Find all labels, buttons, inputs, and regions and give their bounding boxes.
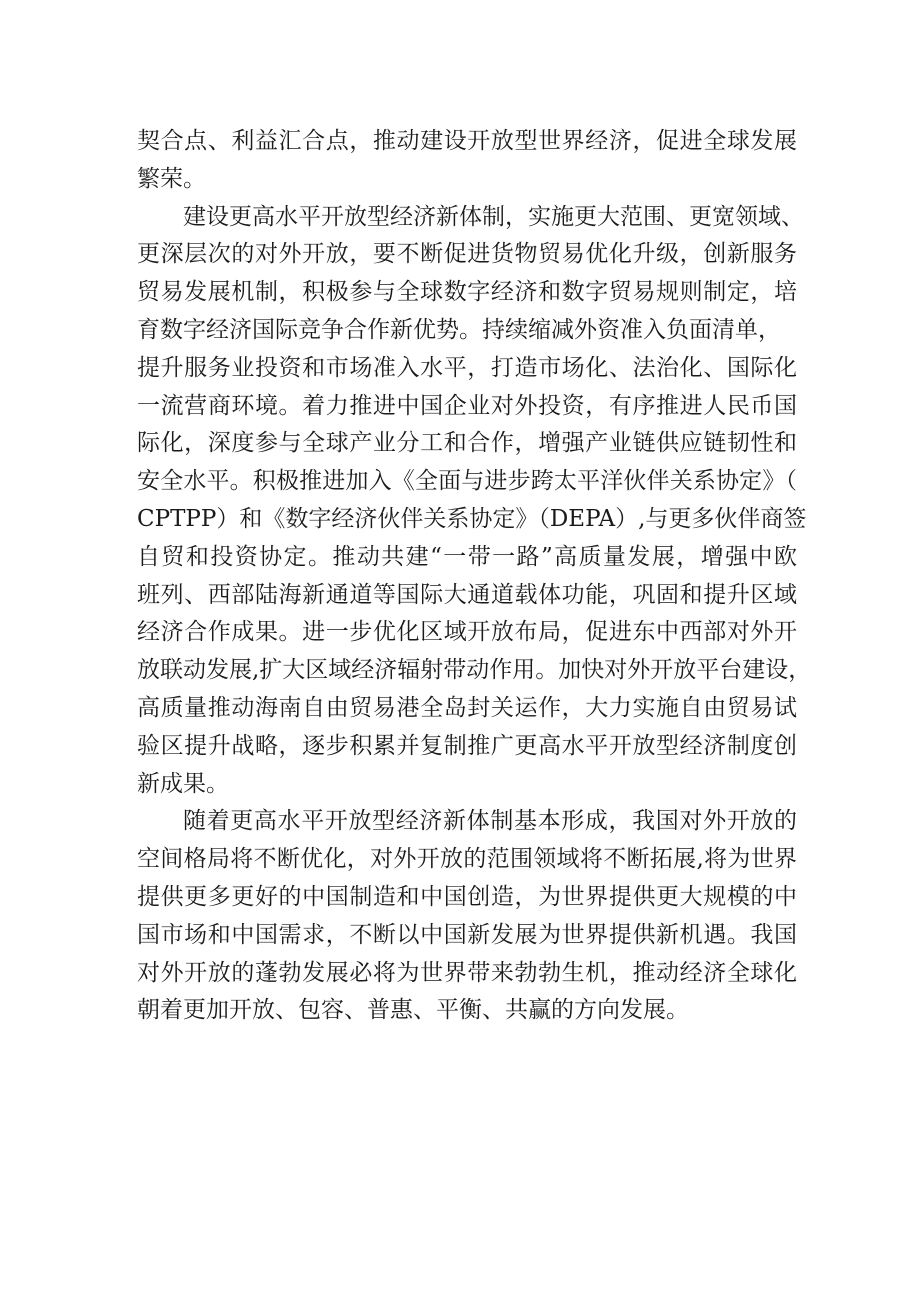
paragraph-3-line-4: 国市场和中国需求，不断以中国新发展为世界提供新机遇。我国 <box>137 921 797 948</box>
paragraph-2-line-11: 班列、西部陆海新通道等国际大通道载体功能，巩固和提升区域 <box>137 581 797 608</box>
paragraph-3-line-5: 对外开放的蓬勃发展必将为世界带来勃勃生机，推动经济全球化 <box>137 959 797 986</box>
paragraph-1-line-1: 契合点、利益汇合点，推动建设开放型世界经济，促进全球发展 <box>137 128 797 154</box>
paragraph-2-line-7: 际化，深度参与全球产业分工和合作，增强产业链供应链韧性和 <box>137 430 797 457</box>
document-body <box>137 123 812 1030</box>
paragraph-2-line-1: 建设更高水平开放型经济新体制，实施更大范围、更宽领域、 <box>183 203 804 230</box>
paragraph-2-line-5: 提升服务业投资和市场准入水平，打造市场化、法治化、国际化 <box>137 354 797 381</box>
paragraph-3-line-6: 朝着更加开放、包容、普惠、平衡、共赢的方向发展。 <box>137 997 689 1024</box>
paragraph-2-line-12: 经济合作成果。进一步优化区域开放布局，促进东中西部对外开 <box>137 619 797 646</box>
paragraph-2-line-6: 一流营商环境。着力推进中国企业对外投资，有序推进人民币国 <box>137 392 797 419</box>
paragraph-2-line-16: 新成果。 <box>137 770 229 797</box>
paragraph-2-line-13: 放联动发展,扩大区域经济辐射带动作用。加快对外开放平台建设， <box>137 657 812 684</box>
paragraph-1-line-2: 繁荣。 <box>137 165 206 192</box>
paragraph-2-line-3: 贸易发展机制，积极参与全球数字经济和数字贸易规则制定，培 <box>137 279 797 306</box>
paragraph-2-line-8: 安全水平。积极推进加入《全面与进步跨太平洋伙伴关系协定》（ <box>137 468 797 495</box>
paragraph-2-line-2: 更深层次的对外开放，要不断促进货物贸易优化升级，创新服务 <box>137 241 797 268</box>
paragraph-2-line-4: 育数字经济国际竞争合作新优势。持续缩减外资准入负面清单， <box>137 316 781 343</box>
paragraph-3-line-2: 空间格局将不断优化，对外开放的范围领域将不断拓展,将为世界 <box>137 846 797 873</box>
paragraph-3-line-3: 提供更多更好的中国制造和中国创造，为世界提供更大规模的中 <box>137 883 797 910</box>
paragraph-2-line-10: 自贸和投资协定。推动共建“一带一路”高质量发展，增强中欧 <box>137 543 797 570</box>
paragraph-2-line-14: 高质量推动海南自由贸易港全岛封关运作，大力实施自由贸易试 <box>137 694 797 721</box>
paragraph-3-line-1: 随着更高水平开放型经济新体制基本形成，我国对外开放的 <box>183 808 797 835</box>
paragraph-2-line-15: 验区提升战略，逐步积累并复制推广更高水平开放型经济制度创 <box>137 732 797 759</box>
paragraph-2-line-9: CPTPP）和《数字经济伙伴关系协定》（DEPA）,与更多伙伴商签 <box>137 505 807 532</box>
